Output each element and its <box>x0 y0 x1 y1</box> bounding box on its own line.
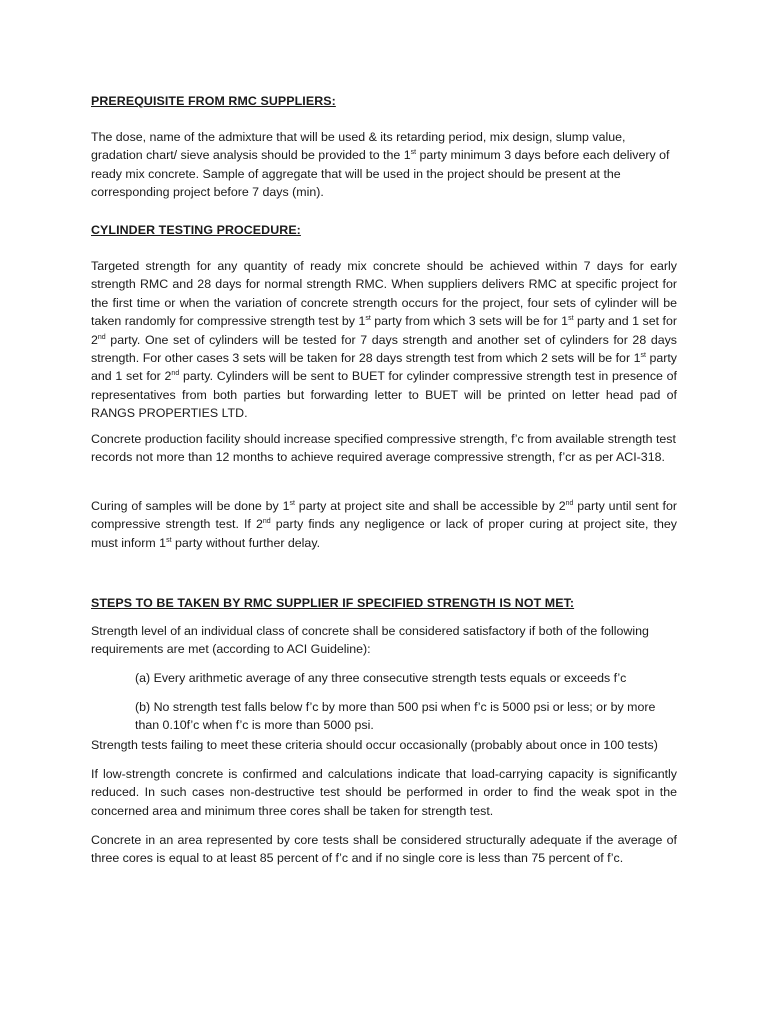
paragraph-production-facility: Concrete production facility should increase specified compressive strength, f’c from available strength test records not more than 12 months to achieve required average compressive strength, f’cr as per ACI-318. <box>91 432 676 465</box>
paragraph-core-tests: Concrete in an area represented by core tests shall be considered structurally adequate if the average of three cores is equal to at least 85 percent of f’c and if no single core is less than 75 percent of f’c. <box>91 833 677 866</box>
list-item-b: (b) No strength test falls below f’c by more than 500 psi when f’c is 5000 psi or less; or by more than 0.10f’c when f’c is more than 5000 psi. <box>135 700 656 733</box>
heading-cylinder-testing: CYLINDER TESTING PROCEDURE: <box>91 223 301 237</box>
paragraph-cylinder-procedure: Targeted strength for any quantity of ready mix concrete should be achieved within 7 days for early strength RMC and 28 days for normal strength RMC. When suppliers delivers RMC at specific project for the first time or when the variation of concrete strength occurs for the project, four sets of cylinder will be taken randomly for compressive strength test by 1st party from which 3 sets will be for 1st party and 1 set for 2nd party. One set of cylinders will be tested for 7 days strength and another set of cylinders for 28 days strength. For other cases 3 sets will be taken for 28 days strength test from which 2 sets will be for 1st party and 1 set for 2nd party. Cylinders will be sent to BUET for cylinder compressive strength test in presence of representatives from both parties but forwarding letter to BUET will be printed on letter head pad of RANGS PROPERTIES LTD. <box>91 259 678 421</box>
heading-steps: STEPS TO BE TAKEN BY RMC SUPPLIER IF SPECIFIED STRENGTH IS NOT MET: <box>91 596 575 610</box>
paragraph-low-strength: If low-strength concrete is confirmed and calculations indicate that load-carrying capacity is significantly reduced. In such cases non-destructive test should be performed in order to find the weak spot in the concerned area and minimum three cores shall be taken for strength test. <box>91 767 677 818</box>
paragraph-prerequisite: The dose, name of the admixture that will be used & its retarding period, mix design, slump value, gradation chart/ sieve analysis should be provided to the 1st party minimum 3 days before each delivery of ready mix concrete. Sample of aggregate that will be used in the project should be present at the corresponding project before 7 days (min). <box>91 130 670 200</box>
list-item-a: (a) Every arithmetic average of any three consecutive strength tests equals or exceeds f’c <box>135 671 627 685</box>
paragraph-strength-level: Strength level of an individual class of concrete shall be considered satisfactory if both of the following requirements are met (according to ACI Guideline): <box>91 624 649 657</box>
paragraph-curing: Curing of samples will be done by 1st party at project site and shall be accessible by 2nd party until sent for compressive strength test. If 2nd party finds any negligence or lack of proper curing at project site, they must inform 1st party without further delay. <box>91 499 677 550</box>
paragraph-failing-tests: Strength tests failing to meet these criteria should occur occasionally (probably about once in 100 tests) <box>91 738 658 752</box>
heading-prerequisite: PREREQUISITE FROM RMC SUPPLIERS: <box>91 94 336 108</box>
